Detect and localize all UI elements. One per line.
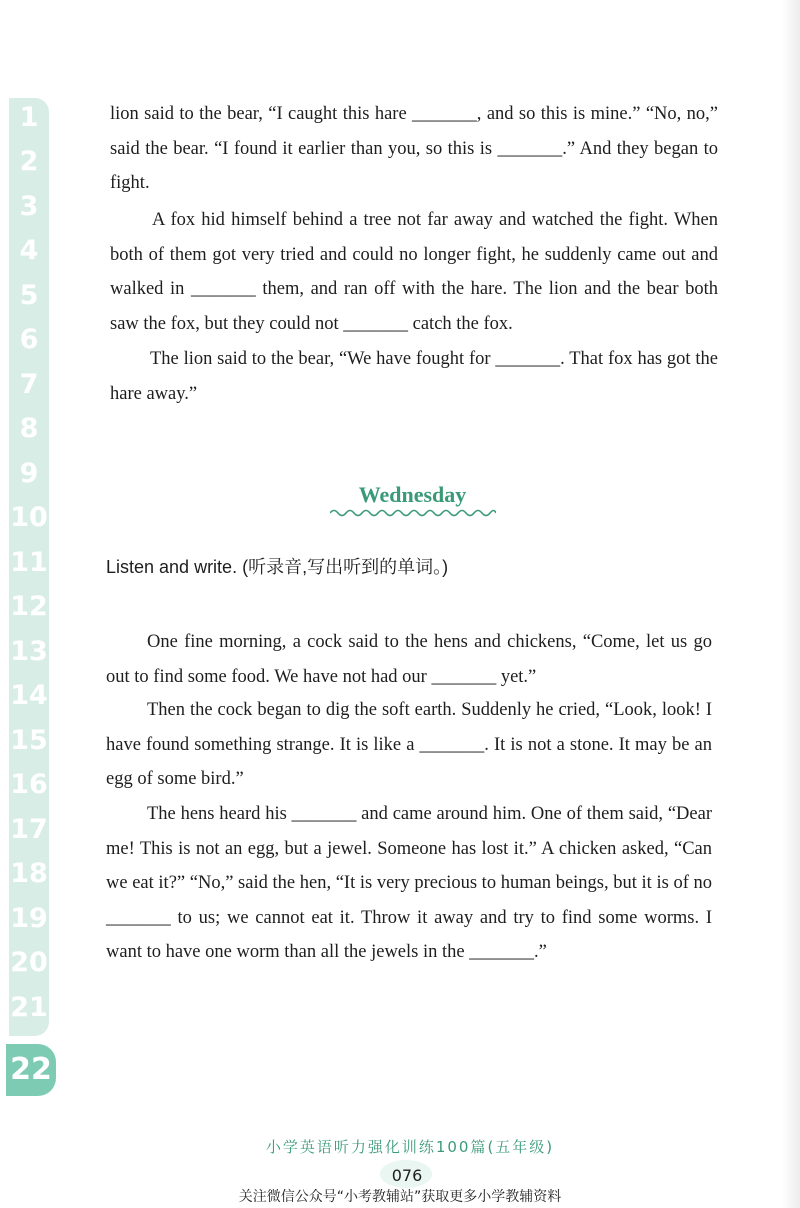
story1-paragraph-1: lion said to the bear, “I caught this hare _______, and so this is mine.” “No, no,” said the bear. “I found it earlier than you, so this is _______.” And they began to fight. bbox=[110, 104, 718, 193]
side-tab-6[interactable]: 6 bbox=[19, 324, 39, 355]
side-tab-4[interactable]: 4 bbox=[19, 235, 39, 266]
side-tab-7[interactable]: 7 bbox=[19, 369, 39, 400]
story2-paragraph-3: The hens heard his _______ and came around him. One of them said, “Dear me! This is not an egg, but a jewel. Someone has lost it.” A chicken asked, “Can we eat it?” “No,” said the hen, “It is very precious to human beings, but it is of no _______ to us; we cannot eat it. Throw it away and try to find some worms. I want to have one worm than all the jewels in the _______.” bbox=[106, 804, 712, 962]
side-tab-21[interactable]: 21 bbox=[10, 992, 48, 1023]
side-tab-2[interactable]: 2 bbox=[19, 146, 39, 177]
story2-paragraph-1: One fine morning, a cock said to the hens and chickens, “Come, let us go out to find some food. We have not had our _______ yet.” bbox=[106, 632, 712, 687]
page-edge-shadow bbox=[782, 0, 800, 1208]
section-title: Wednesday bbox=[358, 482, 467, 507]
book-title: 小学英语听力强化训练100篇(五年级) bbox=[265, 1138, 555, 1156]
story1-paragraph-3: The lion said to the bear, “We have fought for _______. That fox has got the hare away.” bbox=[110, 349, 718, 404]
side-tab-12[interactable]: 12 bbox=[10, 591, 48, 622]
side-tab-17[interactable]: 17 bbox=[10, 814, 48, 845]
side-tab-8[interactable]: 8 bbox=[19, 413, 39, 444]
watermark-text: 关注微信公众号“小考教辅站”获取更多小学教辅资料 bbox=[238, 1189, 562, 1205]
story1-paragraph-2: A fox hid himself behind a tree not far away and watched the fight. When both of them got very tried and could no longer fight, he suddenly came out and walked in _______ them, and ran off with the hare. The lion and the bear both saw the fox, but they could not _______ catch the fox. bbox=[110, 210, 718, 334]
wavy-underline bbox=[330, 508, 496, 518]
side-tab-10[interactable]: 10 bbox=[10, 502, 48, 533]
side-tab-1[interactable]: 1 bbox=[19, 102, 39, 133]
side-tab-current[interactable] bbox=[6, 1044, 56, 1096]
side-tab-14[interactable]: 14 bbox=[10, 680, 48, 711]
side-tab-13[interactable]: 13 bbox=[10, 636, 48, 667]
side-tab-current-label: 22 bbox=[10, 1052, 52, 1087]
side-tab-19[interactable]: 19 bbox=[10, 903, 48, 934]
story2-paragraph-2: Then the cock began to dig the soft earth. Suddenly he cried, “Look, look! I have found something strange. It is like a _______. It is not a stone. It may be an egg of some bird.” bbox=[106, 700, 712, 789]
side-tab-18[interactable]: 18 bbox=[10, 858, 48, 889]
side-tab-5[interactable]: 5 bbox=[19, 280, 39, 311]
side-tab-20[interactable]: 20 bbox=[10, 947, 48, 978]
exercise-instruction: Listen and write. (听录音,写出听到的单词。) bbox=[106, 557, 449, 577]
side-tab-3[interactable]: 3 bbox=[19, 191, 39, 222]
page-number: 076 bbox=[391, 1166, 423, 1185]
side-tab-9[interactable]: 9 bbox=[19, 458, 39, 489]
side-tab-11[interactable]: 11 bbox=[10, 547, 48, 578]
side-tab-15[interactable]: 15 bbox=[10, 725, 48, 756]
side-tab-16[interactable]: 16 bbox=[10, 769, 48, 800]
side-tab-strip bbox=[9, 98, 49, 1036]
